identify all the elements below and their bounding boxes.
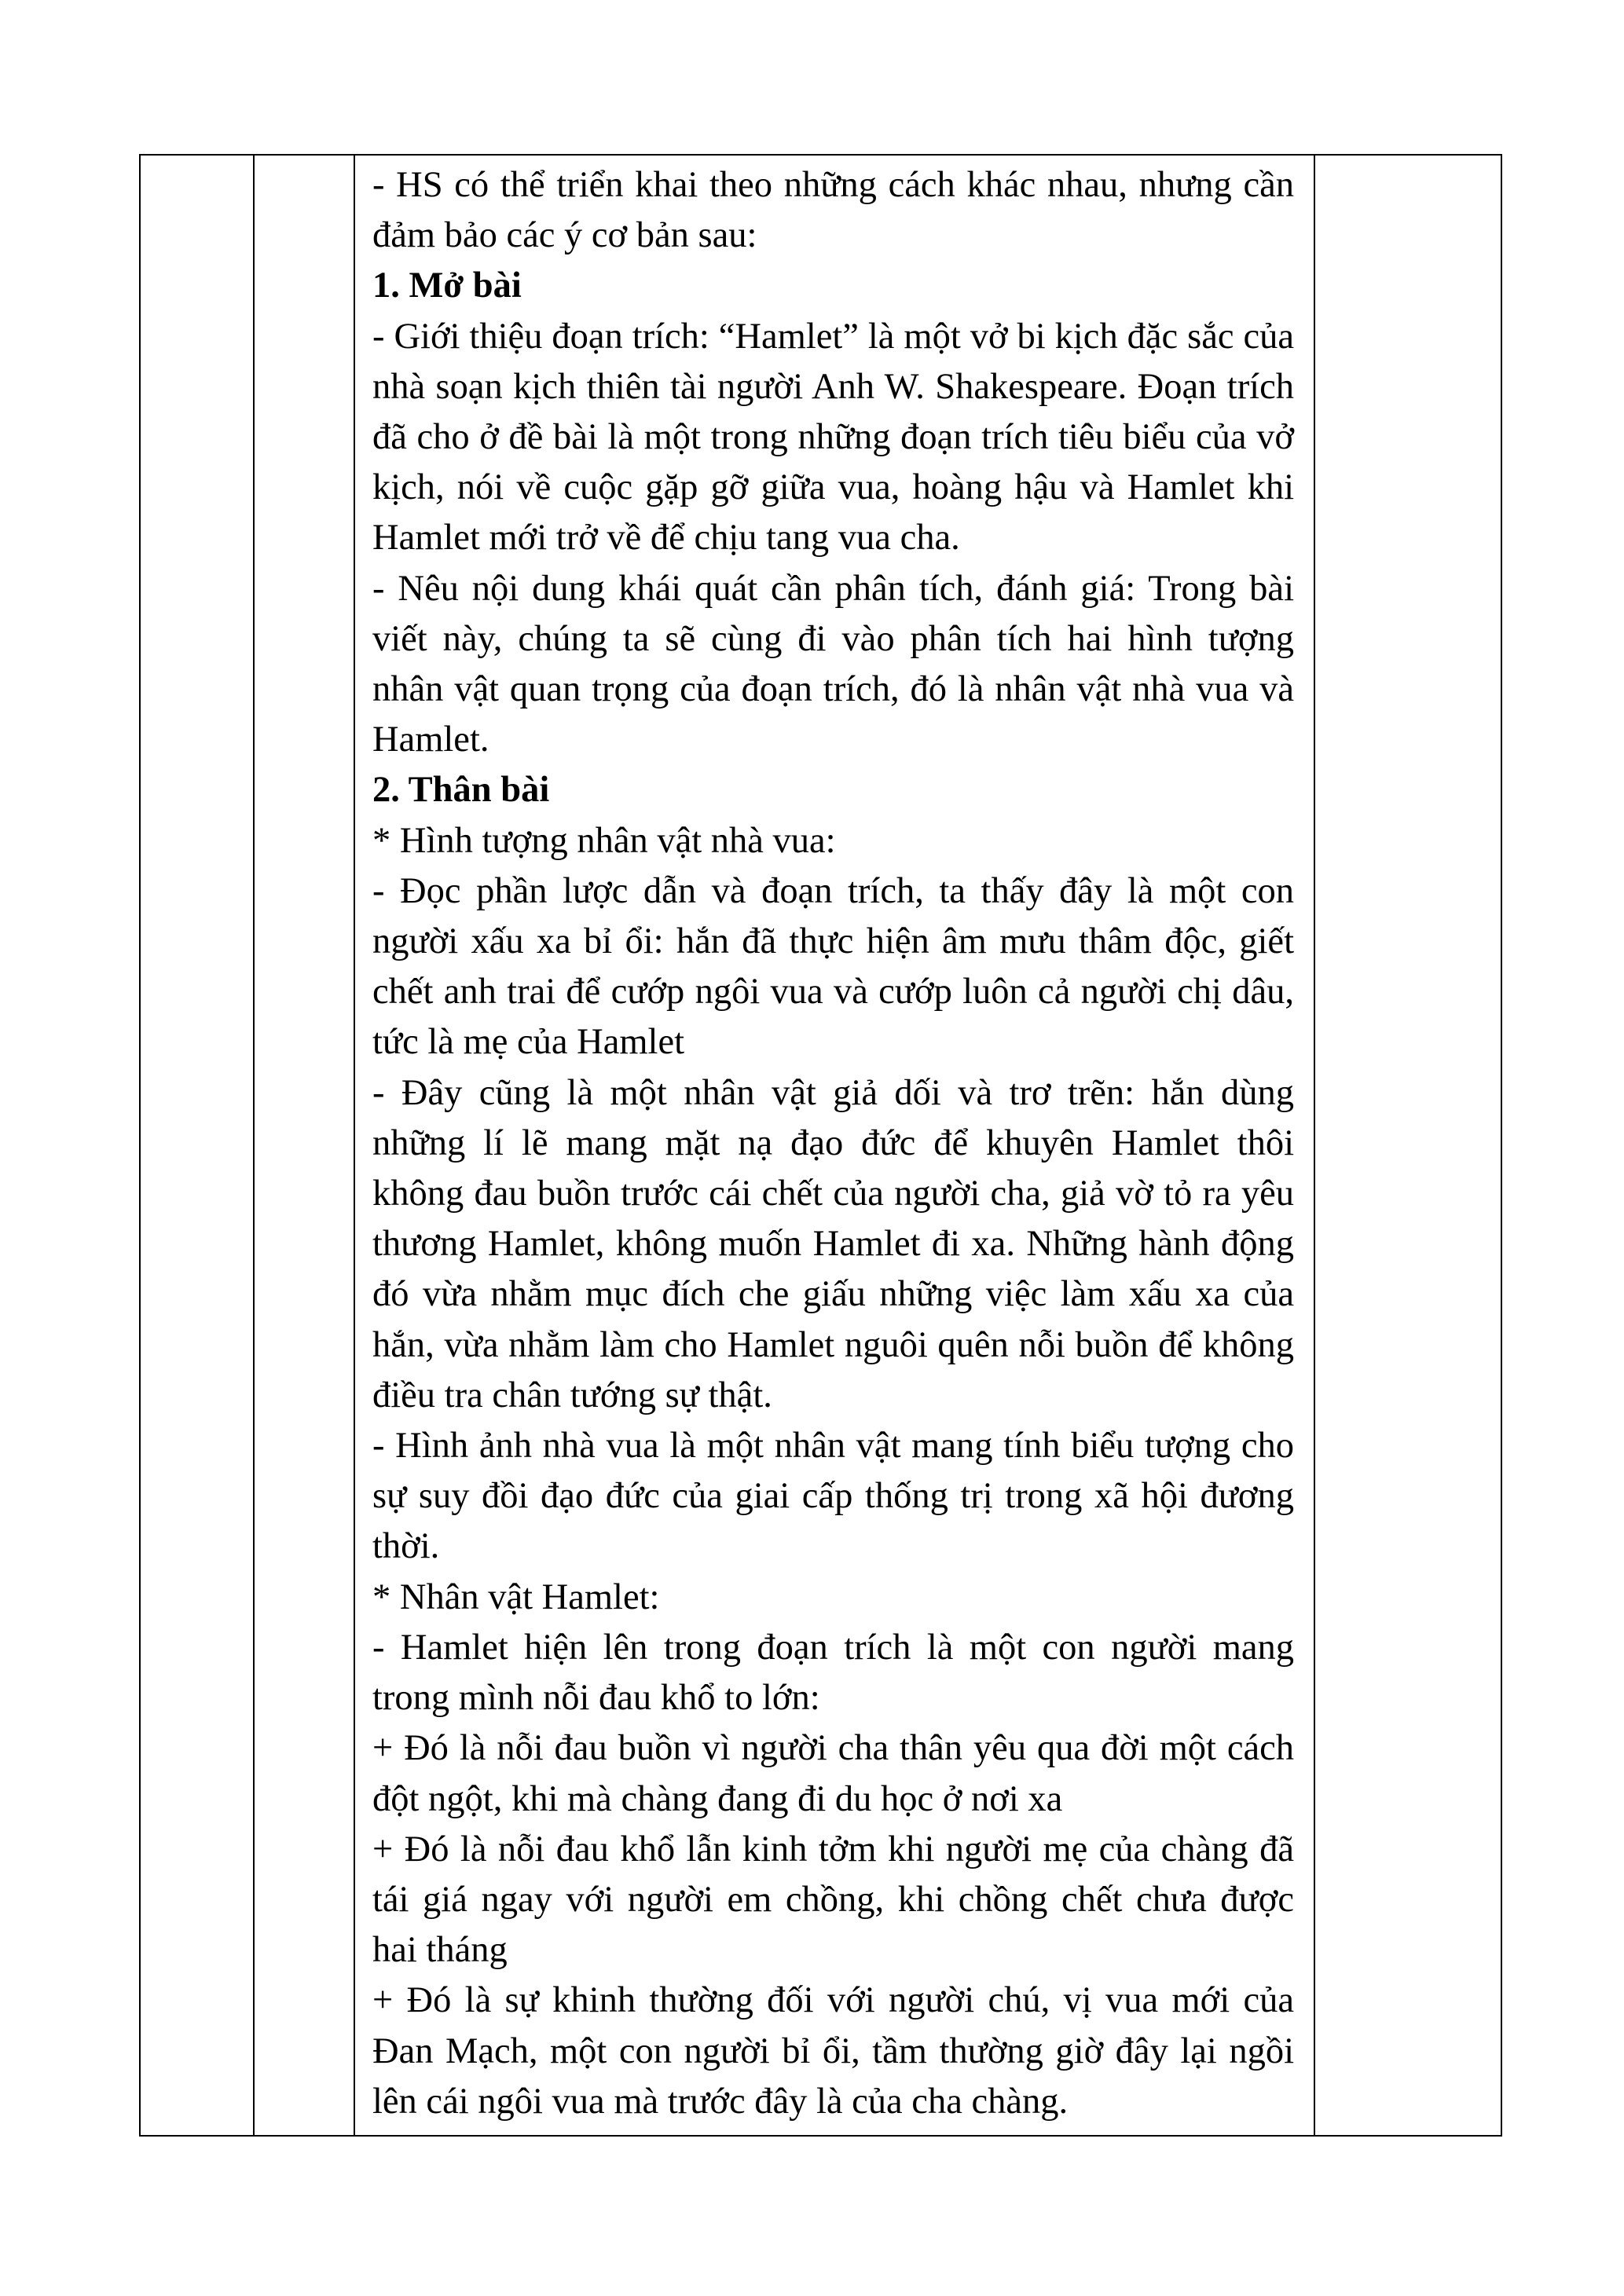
answer-content <box>355 156 1314 2127</box>
paragraph: - Hình ảnh nhà vua là một nhân vật mang tính biểu tượng cho sự suy đồi đạo đức của giai cấp thống trị trong xã hội đương thời. <box>372 1426 1294 1567</box>
paragraph: - Hamlet hiện lên trong đoạn trích là một con người mang trong mình nỗi đau khổ to lớn: <box>372 1627 1294 1719</box>
paragraph: - Nêu nội dung khái quát cần phân tích, đánh giá: Trong bài viết này, chúng ta sẽ cùng đi vào phân tích hai hình tượng nhân vật quan trọng của đoạn trích, đó là nhân vật nhà vua và Hamlet. <box>372 568 1294 760</box>
paragraph: + Đó là sự khinh thường đối với người chú, vị vua mới của Đan Mạch, một con người bỉ ổi, tầm thường giờ đây lại ngồi lên cái ngôi vua mà trước đây là của cha chàng. <box>372 1980 1294 2122</box>
paragraph: + Đó là nỗi đau buồn vì người cha thân yêu qua đời một cách đột ngột, khi mà chàng đang đi du học ở nơi xa <box>372 1728 1294 1819</box>
table-row <box>140 155 1501 2136</box>
paragraph: - HS có thể triển khai theo những cách khác nhau, nhưng cần đảm bảo các ý cơ bản sau: <box>372 165 1294 256</box>
section-heading: 2. Thân bài <box>372 770 550 811</box>
paragraph: - Đây cũng là một nhân vật giả dối và trơ trẽn: hắn dùng những lí lẽ mang mặt nạ đạo đức để khuyên Hamlet thôi không đau buồn trước cái chết của người cha, giả vờ tỏ ra yêu thương Hamlet, không muốn Hamlet đi xa. Những hành động đó vừa nhằm mục đích che giấu những việc làm xấu xa của hắn, vừa nhằm làm cho Hamlet nguôi quên nỗi buồn để không điều tra chân tướng sự thật. <box>372 1072 1294 1415</box>
paragraph: - Giới thiệu đoạn trích: “Hamlet” là một vở bi kịch đặc sắc của nhà soạn kịch thiên tài người Anh W. Shakespeare. Đoạn trích đã cho ở đề bài là một trong những đoạn trích tiêu biểu của vở kịch, nói về cuộc gặp gỡ giữa vua, hoàng hậu và Hamlet khi Hamlet mới trở về để chịu tang vua cha. <box>372 316 1294 558</box>
table-cell-empty-2 <box>254 155 354 2136</box>
table-cell-empty-4 <box>1314 155 1501 2136</box>
table-cell-content <box>354 155 1314 2136</box>
table-cell-empty-1 <box>140 155 254 2136</box>
section-heading: 1. Mở bài <box>372 265 522 306</box>
paragraph: + Đó là nỗi đau khổ lẫn kinh tởm khi người mẹ của chàng đã tái giá ngay với người em chồng, khi chồng chết chưa được hai tháng <box>372 1829 1294 1971</box>
content-table <box>139 154 1502 2137</box>
paragraph: * Nhân vật Hamlet: <box>372 1576 660 1617</box>
paragraph: - Đọc phần lược dẫn và đoạn trích, ta thấy đây là một con người xấu xa bỉ ổi: hắn đã thực hiện âm mưu thâm độc, giết chết anh trai để cướp ngôi vua và cướp luôn cả người chị dâu, tức là mẹ của Hamlet <box>372 870 1294 1063</box>
paragraph: * Hình tượng nhân vật nhà vua: <box>372 820 836 861</box>
